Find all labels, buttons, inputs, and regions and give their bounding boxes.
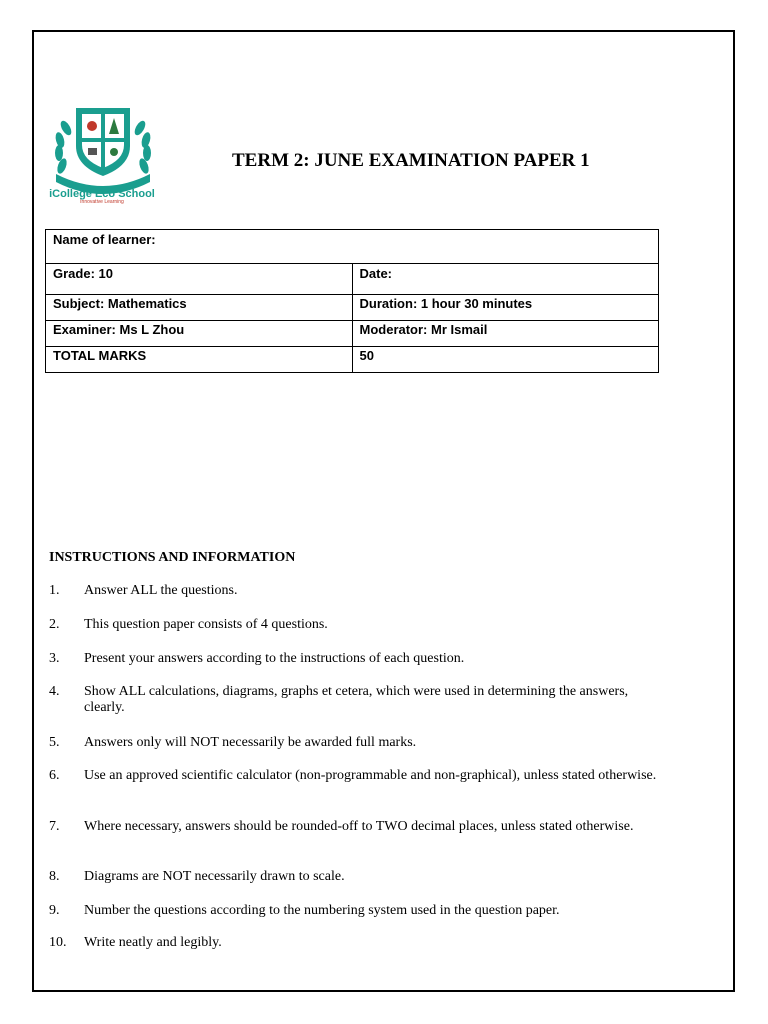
duration-cell [352, 295, 659, 321]
examiner-cell [46, 321, 353, 347]
name-of-learner-label: Name of learner: [53, 232, 156, 247]
instructions-heading: INSTRUCTIONS AND INFORMATION [49, 550, 296, 565]
instruction-text: Present your answers according to the instructions of each question. [84, 651, 465, 666]
instruction-number: 9. [49, 903, 60, 918]
instruction-text: Write neatly and legibly. [84, 935, 222, 950]
subject-cell [46, 295, 353, 321]
instruction-text: Where necessary, answers should be rounded-off to TWO decimal places, unless stated otherwise. [84, 819, 634, 834]
date-label: Date: [359, 266, 393, 281]
page-title: TERM 2: JUNE EXAMINATION PAPER 1 [232, 150, 590, 171]
logo-tagline: Innovative Learning [80, 199, 124, 205]
instruction-number: 10. [49, 935, 67, 950]
name-of-learner-cell[interactable] [46, 230, 659, 264]
instruction-text: This question paper consists of 4 questions. [84, 617, 328, 632]
total-marks-cell [46, 347, 353, 373]
examiner-value: : Ms L Zhou [111, 322, 185, 337]
instruction-number: 2. [49, 617, 60, 632]
subject-label: Subject: Mathematics [53, 296, 187, 311]
instruction-text: Use an approved scientific calculator (non-programmable and non-graphical), unless stated otherwise. [84, 768, 657, 783]
grade-label: Grade: 10 [53, 266, 113, 281]
moderator-cell [352, 321, 659, 347]
instruction-number: 4. [49, 684, 60, 699]
instruction-text: Diagrams are NOT necessarily drawn to scale. [84, 869, 345, 884]
total-marks-value-cell [352, 347, 659, 373]
examiner-label: Examiner [53, 322, 112, 337]
instruction-text: Number the questions according to the numbering system used in the question paper. [84, 903, 560, 918]
instruction-number: 5. [49, 735, 60, 750]
date-cell[interactable] [352, 264, 659, 295]
instruction-number: 1. [49, 583, 60, 598]
learner-info-table [45, 229, 659, 373]
instruction-text: Show ALL calculations, diagrams, graphs et cetera, which were used in determining the answers, clearly. [84, 684, 629, 715]
grade-cell [46, 264, 353, 295]
instruction-text: Answers only will NOT necessarily be awarded full marks. [84, 735, 417, 750]
instruction-text: Answer ALL the questions. [84, 583, 238, 598]
instruction-number: 7. [49, 819, 60, 834]
logo-school-name: iCollege Eco School [49, 188, 155, 200]
duration-label: Duration: 1 hour 30 minutes [359, 296, 533, 311]
instruction-number: 6. [49, 768, 60, 783]
instruction-number: 8. [49, 869, 60, 884]
instruction-number: 3. [49, 651, 60, 666]
total-marks-label: TOTAL MARKS [53, 348, 147, 363]
total-marks-value: 50 [359, 348, 374, 363]
moderator-label: Moderator: Mr Ismail [359, 322, 488, 337]
